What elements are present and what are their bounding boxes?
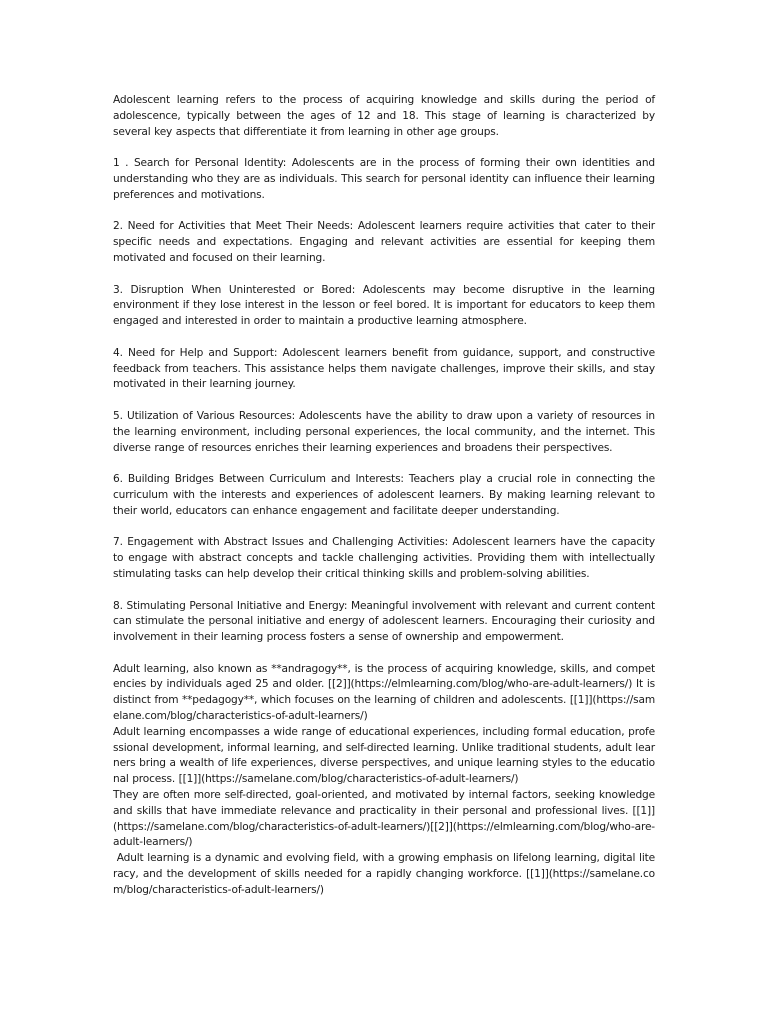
adult-learning-scope: Adult learning encompasses a wide range of educational experiences, including formal education, professional development, informal learning, and self-directed learning. Unlike traditional students, adult learners bring a wealth of life experiences, diverse perspectives, and unique learning styles to the educational process. [[1]](https://samelane.com/blog/characteristics-of-adult-learners/) bbox=[113, 725, 655, 786]
point-1-paragraph: 1 . Search for Personal Identity: Adolescents are in the process of forming their own identities and understanding who they are as individuals. This search for personal identity can influence their learning preferences and motivations. bbox=[113, 157, 655, 201]
point-6-paragraph: 6. Building Bridges Between Curriculum and Interests: Teachers play a crucial role in connecting the curriculum with the interests and experiences of adolescent learners. By making learning relevant to their world, educators can enhance engagement and facilitate deeper understanding. bbox=[113, 473, 655, 517]
point-2-paragraph: 2. Need for Activities that Meet Their Needs: Adolescent learners require activities that cater to their specific needs and expectations. Engaging and relevant activities are essential for keeping them motivated and focused on their learning. bbox=[113, 220, 655, 264]
adult-learning-trends: Adult learning is a dynamic and evolving field, with a growing emphasis on lifelong learning, digital literacy, and the development of skills needed for a rapidly changing workforce. [[1]](https://samelane.com/blog/characteristics-of-adult-learners/) bbox=[113, 852, 655, 896]
adult-learner-traits: They are often more self-directed, goal-oriented, and motivated by internal factors, seeking knowledge and skills that have immediate relevance and practicality in their personal and professional lives. [[1]](https://samelane.com/blog/characteristics-of-adult-learners/)[[2]](https://elmlearning.com/blog/who-are-adult-learners/) bbox=[113, 789, 655, 849]
point-7-paragraph: 7. Engagement with Abstract Issues and Challenging Activities: Adolescent learners have the capacity to engage with abstract concepts and tackle challenging activities. Providing them with intellectually stimulating tasks can help develop their critical thinking skills and problem-solving abilities. bbox=[113, 536, 655, 580]
point-4-paragraph: 4. Need for Help and Support: Adolescent learners benefit from guidance, support, and constructive feedback from teachers. This assistance helps them navigate challenges, improve their skills, and stay motivated in their learning journey. bbox=[113, 346, 655, 391]
adult-learning-definition: Adult learning, also known as **andragogy**, is the process of acquiring knowledge, skills, and competencies by individuals aged 25 and older. [[2]](https://elmlearning.com/blog/who-are-adult-learners/) It is distinct from **pedagogy**, which focuses on the learning of children and adolescents. [[1]](https://samelane.com/blog/characteristics-of-adult-learners/) bbox=[113, 662, 655, 723]
point-8-paragraph: 8. Stimulating Personal Initiative and Energy: Meaningful involvement with relevant and current content can stimulate the personal initiative and energy of adolescent learners. Encouraging their curiosity and involvement in their learning process fosters a sense of ownership and empowerment. bbox=[113, 599, 655, 644]
intro-paragraph: Adolescent learning refers to the process of acquiring knowledge and skills during the period of adolescence, typically between the ages of 12 and 18. This stage of learning is characterized by several key aspects that differentiate it from learning in other age groups. bbox=[113, 94, 655, 138]
document-body bbox=[113, 93, 655, 899]
point-5-paragraph: 5. Utilization of Various Resources: Adolescents have the ability to draw upon a variety of resources in the learning environment, including personal experiences, the local community, and the internet. This diverse range of resources enriches their learning experiences and broadens their perspectives. bbox=[113, 409, 655, 454]
point-3-paragraph: 3. Disruption When Uninterested or Bored: Adolescents may become disruptive in the learning environment if they lose interest in the lesson or feel bored. It is important for educators to keep them engaged and interested in order to maintain a productive learning atmosphere. bbox=[113, 283, 655, 328]
